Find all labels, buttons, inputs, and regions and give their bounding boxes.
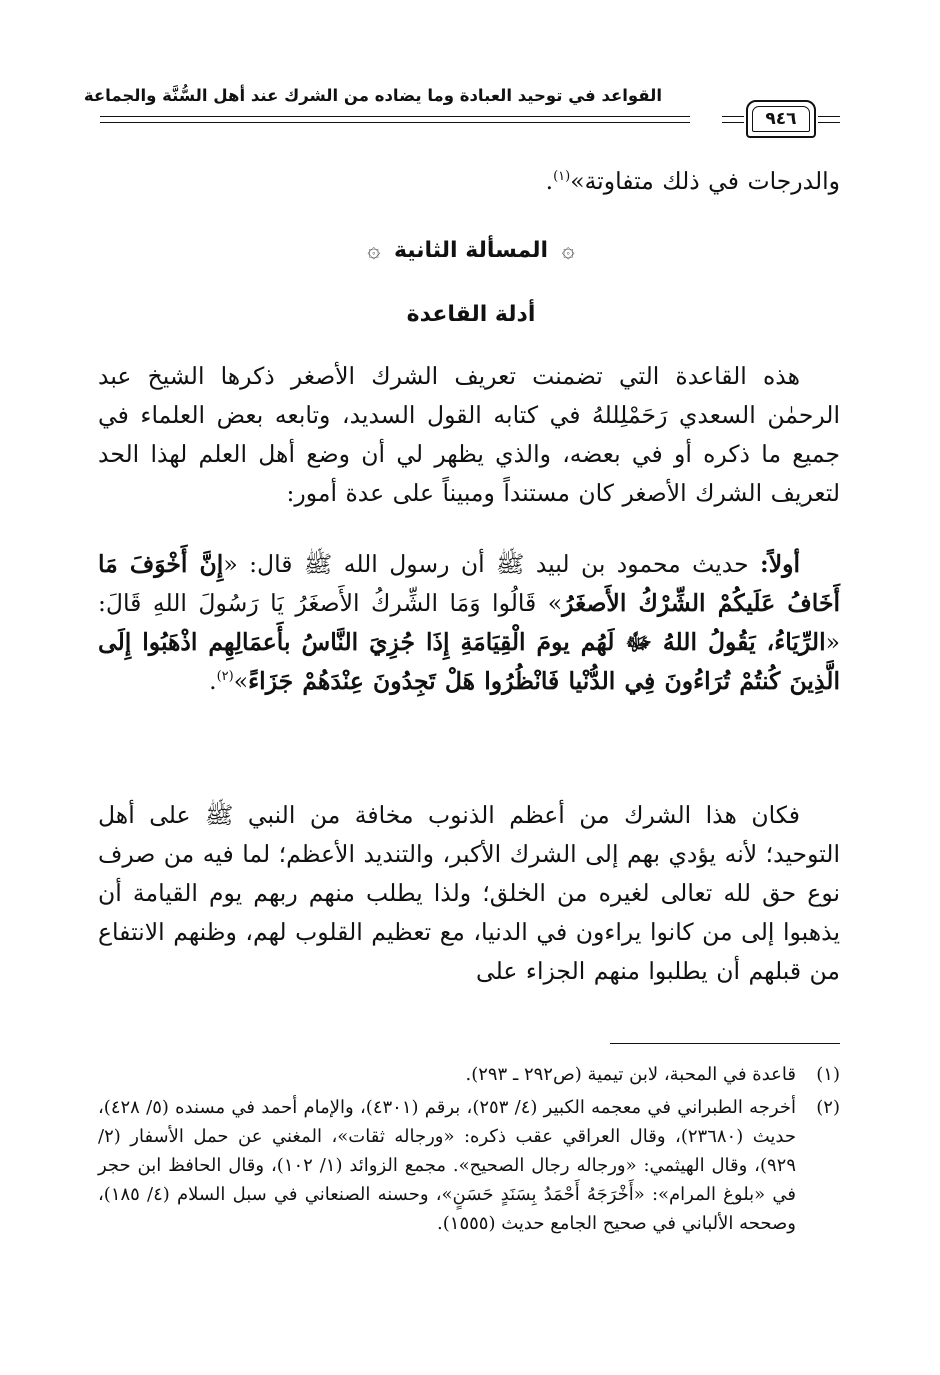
ornament-icon: ۞ [561,238,575,263]
continuation-line: والدرجات في ذلك متفاوتة»$^{(١)}$. [545,167,840,195]
footnote-ref-1: (١) [553,169,571,185]
footnotes [98,1060,840,1242]
hadith-text: إِنَّ أَخْوَفَ مَا أَخَافُ عَلَيكُمْ الشِّرْكُ الأَصغَرُ [98,550,841,617]
paragraph-2: أولاً: حديث محمود بن لبيد ﷺ أن رسول الله ﷺ قال: «إِنَّ أَخْوَفَ مَا أَخَافُ عَلَيكُمْ الشِّرْكُ الأَصغَرُ» قَالُوا وَمَا الشِّركُ الأَصغَرُ يَا رَسُولَ اللهِ قَالَ: «الرِّيَاءُ، يَقُولُ اللهُ ﷻ لَهُم يومَ الْقِيَامَةِ إِذَا جُزِيَ النَّاسُ بأَعمَالِهِم اذْهَبُوا إِلَى الَّذِينَ كُنتُمْ تُرَاءُونَ فِي الدُّنْيا فَانْظُرُوا هَلْ تَجِدُونَ عِنْدَهُمْ جَزَاءً»$^{(٢)}$. [98,550,841,695]
ornament-icon: ۞ [367,238,381,263]
page-number: ٩٤٦ [752,106,810,132]
page-header [83,78,840,148]
footnote-separator [610,1043,840,1044]
paragraph-3: فكان هذا الشرك من أعظم الذنوب مخافة من النبي ﷺ على أهل التوحيد؛ لأنه يؤدي بهم إلى الشرك الأكبر، والتنديد الأعظم؛ لما فيه من صرف نوع حق لله تعالى لغيره من الخلق؛ ولذا يطلب منهم ربهم يوم القيامة أن يذهبوا إلى من كانوا يراءون في الدنيا، مع تعظيم القلوب لهم، وظنهم الانتفاع من قبلهم أن يطلبوا منهم الجزاء على [98,801,840,985]
header-rule-bottom [100,122,690,123]
hadith-text: الرِّيَاءُ، يَقُولُ اللهُ ﷻ لَهُم يومَ الْقِيَامَةِ إِذَا جُزِيَ النَّاسُ بأَعمَالِهِم اذْهَبُوا إِلَى الَّذِينَ كُنتُمْ تُرَاءُونَ فِي الدُّنْيا فَانْظُرُوا هَلْ تَجِدُونَ عِنْدَهُمْ جَزَاءً [98,628,840,695]
page-number-frame [722,100,840,144]
footnote-ref-2: (٢) [216,669,234,685]
footnote-1: (١) قاعدة في المحبة، لابن تيمية (ص٢٩٢ ـ ٢٩٣). [465,1064,840,1085]
section-heading: ۞ المسألة الثانية ۞ [367,238,575,263]
sub-heading: أدلة القاعدة [406,302,536,327]
paragraph-1: هذه القاعدة التي تضمنت تعريف الشرك الأصغر ذكرها الشيخ عبد الرحمٰن السعدي رَحَمْلِللهُ في كتابه القول السديد، وتابعه بعض العلماء في جميع ما ذكره أو في بعضه، والذي يظهر لي أن وضع أهل العلم لهذا الحد لتعريف الشرك الأصغر كان مستنداً ومبيناً على عدة أمور: [98,362,840,507]
running-title: القواعد في توحيد العبادة وما يضاده من الشرك عند أهل السُّنَّة والجماعة [83,86,662,105]
header-rule-top [100,116,690,117]
footnote-2: (٢) أخرجه الطبراني في معجمه الكبير (٤/ ٢٥٣)، برقم (٤٣٠١)، والإمام أحمد في مسنده (٥/ ٤٢٨)، حديث (٢٣٦٨٠)، وقال العراقي عقب ذكره: «ورجاله ثقات»، المغني عن حمل الأسفار (٢/ ٩٢٩)، وقال الهيثمي: «ورجاله رجال الصحيح». مجمع الزوائد (١/ ١٠٢)، وقال الحافظ ابن حجر في «بلوغ المرام»: «أَخْرَجَهُ أَحْمَدُ بِسَنَدٍ حَسَنٍ»، وحسنه الصنعاني في سبل السلام (٤/ ١٨٥)، وصححه الألباني في صحيح الجامع حديث (١٥٥٥). [98,1097,840,1234]
